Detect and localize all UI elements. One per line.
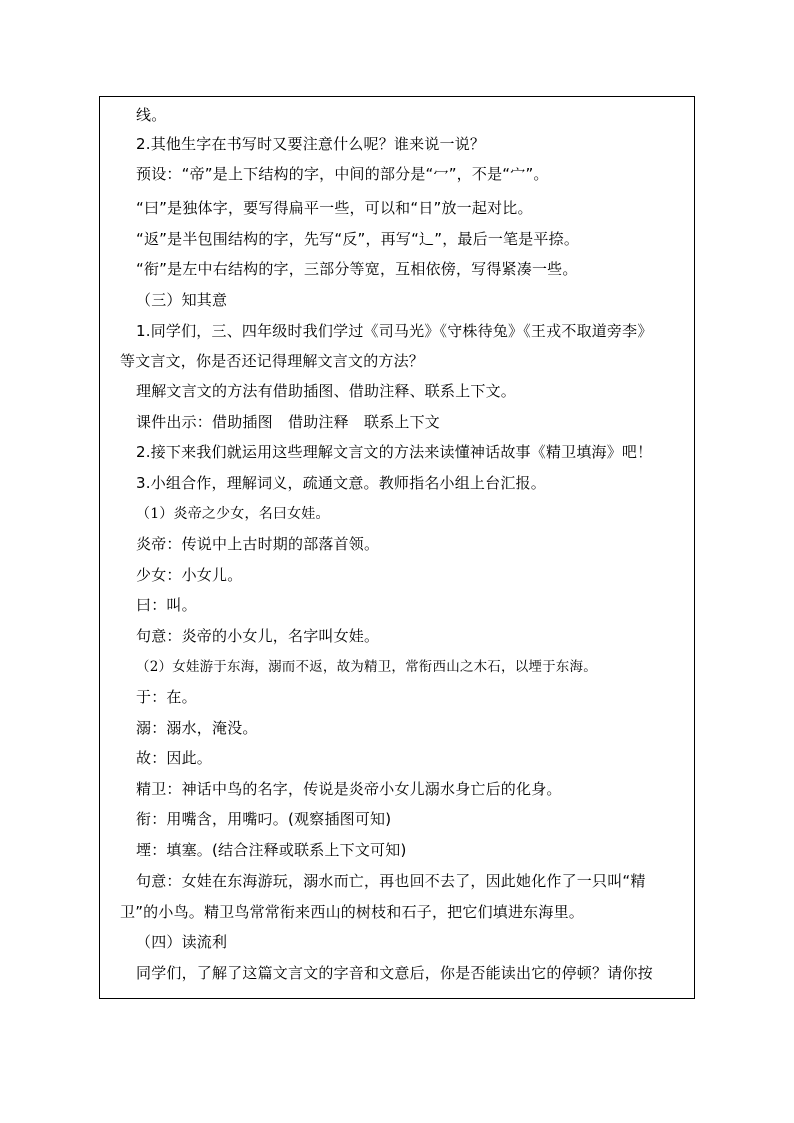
text-line: 句意：女娃在东海游玩，溺水而亡，再也回不去了，因此她化作了一只叫“精 — [136, 872, 646, 890]
text-line: 同学们，了解了这篇文言文的字音和文意后，你是否能读出它的停顿？请你按 — [136, 964, 653, 982]
lesson-plan-table-cell — [99, 96, 695, 999]
text-line: 2.其他生字在书写时又要注意什么呢？谁来说一说？ — [136, 135, 486, 153]
text-line: 3.小组合作，理解词义，疏通文意。教师指名小组上台汇报。 — [136, 474, 546, 492]
text-line: “返”是半包围结构的字，先写“反”，再写“辶”，最后一笔是平捺。 — [136, 230, 580, 248]
text-line: “曰”是独体字，要写得扁平一些，可以和“日”放一起对比。 — [136, 199, 533, 217]
text-line: 预设：“帝”是上下结构的字，中间的部分是“冖”，不是“宀”。 — [136, 165, 549, 183]
text-line: 衔：用嘴含，用嘴叼。(观察插图可知) — [136, 810, 392, 828]
text-line: 2.接下来我们就运用这些理解文言文的方法来读懂神话故事《精卫填海》吧！ — [136, 443, 653, 461]
text-line: 线。 — [136, 106, 167, 124]
classical-quote: （2）女娃游于东海，溺而不返，故为精卫，常衔西山之木石，以堙于东海。 — [136, 659, 597, 675]
text-line: 1.同学们，三、四年级时我们学过《司马光》《守株待兔》《王戎不取道旁李》 — [136, 322, 653, 340]
text-line: 精卫：神话中鸟的名字，传说是炎帝小女儿溺水身亡后的化身。 — [136, 780, 562, 798]
section-heading: （四）读流利 — [136, 933, 228, 951]
text-line: 等文言文，你是否还记得理解文言文的方法？ — [120, 352, 425, 370]
text-line: “衔”是左中右结构的字，三部分等宽，互相依傍，写得紧凑一些。 — [136, 260, 578, 278]
section-heading: （三）知其意 — [136, 291, 228, 309]
text-line: 堙：填塞。(结合注释或联系上下文可知) — [136, 841, 407, 859]
text-line: 炎帝：传说中上古时期的部落首领。 — [136, 535, 380, 553]
text-line: 溺：溺水，淹没。 — [136, 719, 258, 737]
text-line: 于：在。 — [136, 688, 197, 706]
text-line: 理解文言文的方法有借助插图、借助注释、联系上下文。 — [136, 382, 517, 400]
text-line: 课件出示：借助插图 借助注释 联系上下文 — [136, 413, 441, 431]
text-line: 故：因此。 — [136, 749, 213, 767]
text-line: 曰：叫。 — [136, 596, 197, 614]
classical-quote: （1）炎帝之少女，名曰女娃。 — [136, 506, 330, 522]
text-line: 卫”的小鸟。精卫鸟常常衔来西山的树枝和石子，把它们填进东海里。 — [120, 903, 584, 921]
text-line: 句意：炎帝的小女儿，名字叫女娃。 — [136, 627, 380, 645]
text-line: 少女：小女儿。 — [136, 566, 243, 584]
